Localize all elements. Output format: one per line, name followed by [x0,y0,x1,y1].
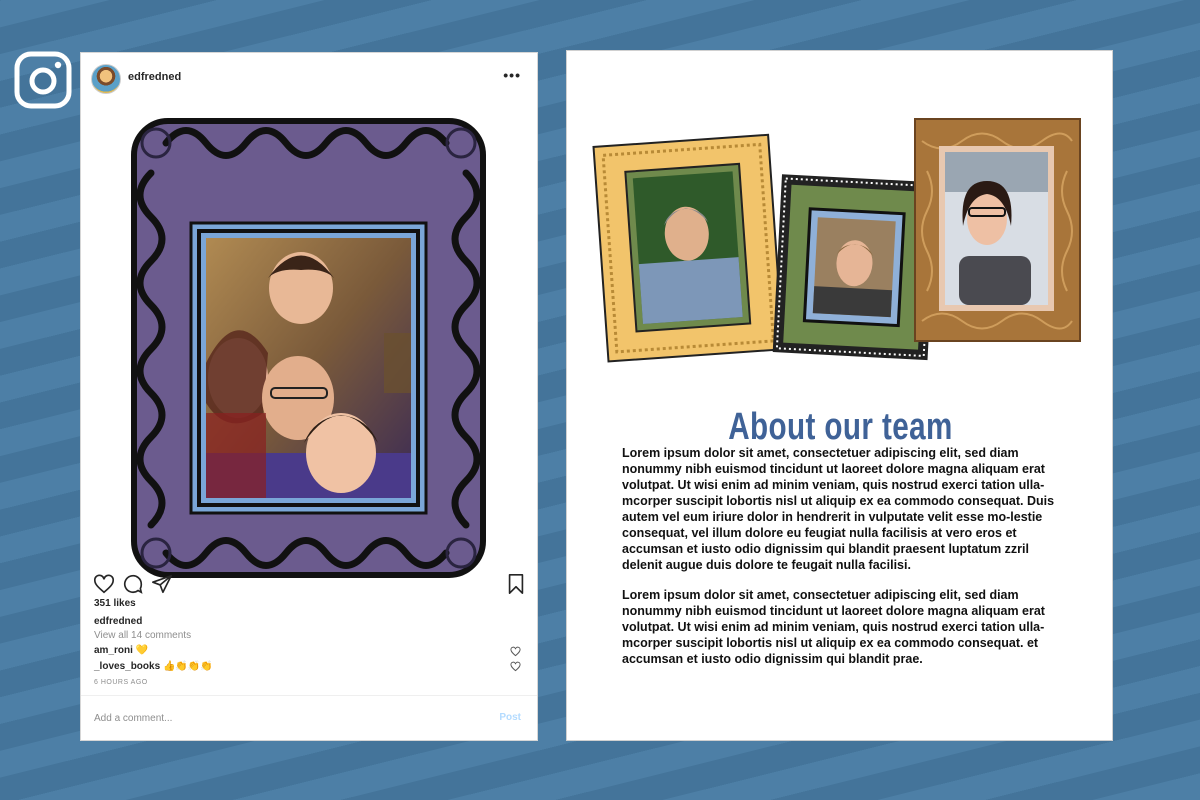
post-username[interactable]: edfredned [128,71,182,83]
heart-icon[interactable] [93,573,115,595]
about-paragraph-2: Lorem ipsum dolor sit amet, consectetuer adipiscing elit, sed diam nonummy nibh euismod tincidunt ut laoreet dolore magna aliquam erat volutpat. Ut wisi enim ad minim veniam, quis nostrud exerci tation ulla-mcorper suscipit lobortis nisl ut aliquip ex ea commodo consequat. et accumsan et iusto odio dignissim qui blandit prae. [622,588,1045,666]
post-header [81,53,537,103]
post-action-bar [93,573,527,595]
likes-count[interactable]: 351 likes [94,598,136,609]
comment-row [94,661,213,672]
avatar[interactable] [91,64,121,94]
view-all-comments-link[interactable]: View all 14 comments [94,630,192,641]
instagram-post-card [80,52,538,741]
comment-user[interactable]: am_roni [94,645,133,656]
post-timestamp: 6 HOURS AGO [94,679,148,686]
team-photo-frame-green [773,174,937,360]
more-dots-icon[interactable]: ••• [503,67,521,83]
comment-like-heart-icon[interactable] [510,661,521,672]
about-paragraph-1: Lorem ipsum dolor sit amet, consectetuer adipiscing elit, sed diam nonummy nibh euismod tincidunt ut laoreet dolore magna aliquam erat volutpat. Ut wisi enim ad minim veniam, quis nostrud exerci tation ulla-mcorper suscipit lobortis nisl ut aliquip ex ea commodo consequat. Duis autem vel eum iriure dolor in hendrerit in vulputate velit esse mo-lestie consequat, vel illum dolore eu feugiat nulla facilisis at vero eros et accumsan et iusto odio dignissim qui blandit praesent luptatum zzril delenit augue duis dolore te feugait nulla facilisi. [622,446,1055,572]
team-photo-frame-brown [915,119,1080,341]
team-photo-frame-gold [594,135,784,362]
comment-user[interactable]: _loves_books [94,661,161,672]
comment-like-heart-icon[interactable] [510,646,521,657]
caption-username[interactable]: edfredned [94,616,143,627]
add-comment-bar [81,695,537,741]
paper-plane-icon[interactable] [151,573,173,595]
post-image [126,113,491,583]
team-photo-frames [567,51,1114,381]
comment-text: 👍👏👏👏 [162,661,213,672]
about-title: About our team [728,406,953,448]
comment-bubble-icon[interactable] [122,573,144,595]
add-comment-input[interactable] [94,710,454,726]
about-page [566,50,1113,741]
post-comment-button[interactable]: Post [499,712,521,723]
instagram-logo-icon [13,50,73,110]
comment-row [94,645,148,656]
comment-text: 💛 [135,645,149,656]
bookmark-icon[interactable] [505,573,527,595]
